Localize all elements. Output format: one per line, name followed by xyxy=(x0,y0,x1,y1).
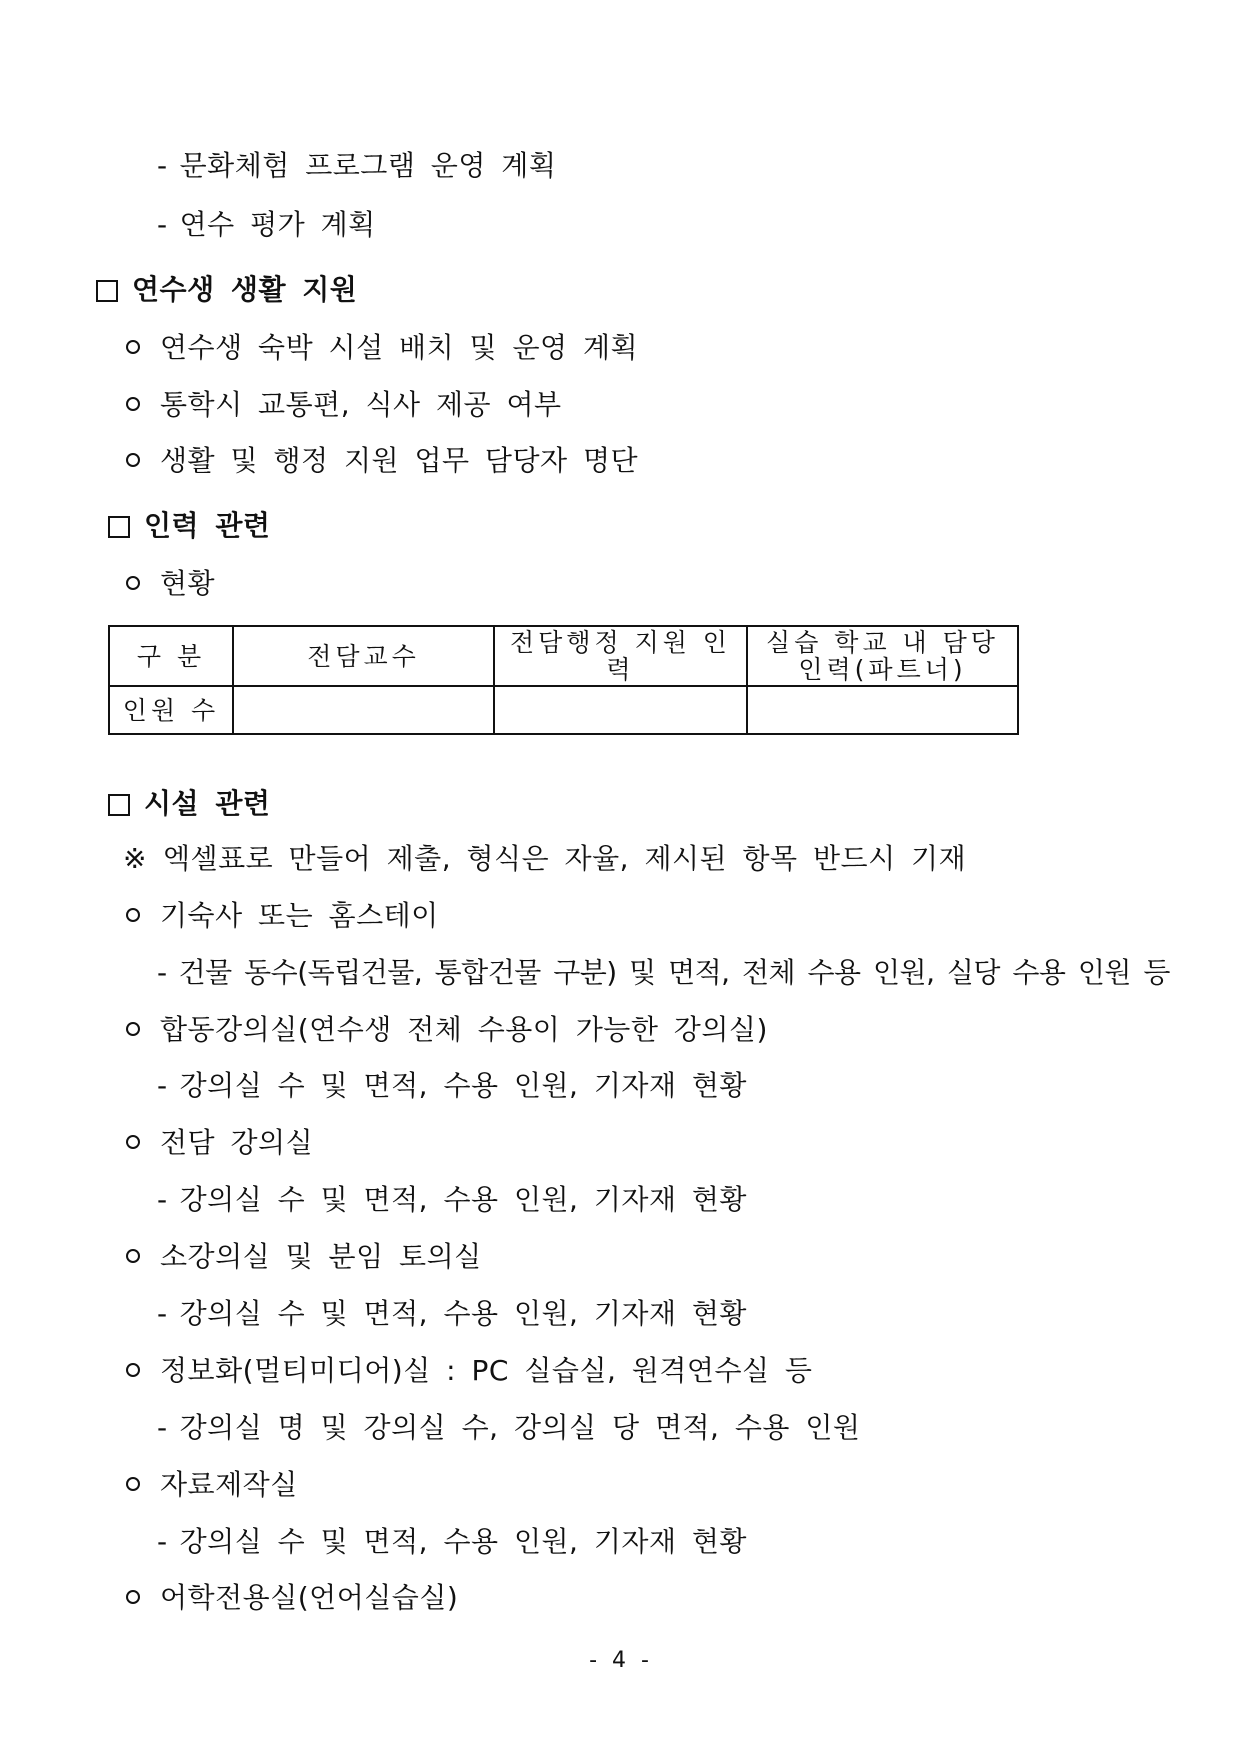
square-bullet-icon xyxy=(96,280,118,302)
list-item xyxy=(126,1467,298,1503)
dash-marker: - xyxy=(157,956,167,989)
note-text: 엑셀표로 만들어 제출, 형식은 자율, 제시된 항목 반드시 기재 xyxy=(162,842,967,875)
item-text: 어학전용실(언어실습실) xyxy=(160,1581,459,1614)
list-item xyxy=(157,1410,860,1446)
section-heading xyxy=(108,786,270,822)
item-text: 강의실 수 및 면적, 수용 인원, 기자재 현황 xyxy=(179,1525,747,1558)
list-item xyxy=(126,330,638,366)
note-item xyxy=(123,841,966,877)
list-item xyxy=(157,1182,747,1218)
list-item xyxy=(157,207,376,243)
dash-marker: - xyxy=(157,1297,168,1330)
item-text: 문화체험 프로그램 운영 계획 xyxy=(179,149,557,182)
item-text: 건물 동수(독립건물, 통합건물 구분) 및 면적, 전체 수용 인원, 실당 수용 인원 등 xyxy=(178,956,1170,989)
table-cell xyxy=(233,686,494,734)
section-title: 인력 관련 xyxy=(144,509,271,542)
dash-marker: - xyxy=(157,1525,168,1558)
circle-bullet-icon xyxy=(126,397,140,411)
list-item xyxy=(126,1353,813,1389)
page-number: - 4 - xyxy=(589,1648,653,1673)
table-header-cell: 실습 학교 내 담당 인력(파트너) xyxy=(747,626,1018,686)
item-text: 소강의실 및 분임 토의실 xyxy=(160,1240,482,1273)
item-text: 생활 및 행정 지원 업무 담당자 명단 xyxy=(160,444,639,477)
item-text: 전담 강의실 xyxy=(160,1126,314,1159)
item-text: 강의실 수 및 면적, 수용 인원, 기자재 현황 xyxy=(179,1297,747,1330)
list-item xyxy=(157,1296,747,1332)
dash-marker: - xyxy=(157,149,168,182)
section-title: 시설 관련 xyxy=(144,787,271,820)
table-cell xyxy=(747,686,1018,734)
item-text: 연수 평가 계획 xyxy=(179,208,376,241)
list-item xyxy=(126,1239,482,1275)
list-item xyxy=(157,148,556,184)
table-row-label: 인원 수 xyxy=(109,686,233,734)
section-heading xyxy=(96,272,357,308)
circle-bullet-icon xyxy=(126,1022,140,1036)
dash-marker: - xyxy=(157,1183,168,1216)
list-item xyxy=(126,387,562,423)
table-header-cell: 전담행정 지원 인력 xyxy=(494,626,747,686)
square-bullet-icon xyxy=(108,794,130,816)
list-item xyxy=(126,1580,458,1616)
list-item xyxy=(126,443,638,479)
table-cell xyxy=(494,686,747,734)
item-text: 통학시 교통편, 식사 제공 여부 xyxy=(160,388,562,421)
circle-bullet-icon xyxy=(126,1249,140,1263)
dash-marker: - xyxy=(157,208,168,241)
staff-status-table xyxy=(108,625,1019,735)
list-item xyxy=(157,1068,747,1104)
item-text: 강의실 수 및 면적, 수용 인원, 기자재 현황 xyxy=(179,1183,747,1216)
section-title: 연수생 생활 지원 xyxy=(132,273,358,306)
item-text: 현황 xyxy=(160,567,216,600)
circle-bullet-icon xyxy=(126,340,140,354)
item-text: 강의실 명 및 강의실 수, 강의실 당 면적, 수용 인원 xyxy=(179,1411,861,1444)
dash-marker: - xyxy=(157,1411,168,1444)
table-header-cell: 구 분 xyxy=(109,626,233,686)
list-item xyxy=(126,1125,313,1161)
item-text: 자료제작실 xyxy=(160,1468,298,1501)
list-item xyxy=(126,898,439,934)
section-heading xyxy=(108,508,270,544)
square-bullet-icon xyxy=(108,516,130,538)
list-item xyxy=(157,1524,747,1560)
list-item xyxy=(157,955,1170,991)
item-text: 기숙사 또는 홈스테이 xyxy=(160,899,439,932)
circle-bullet-icon xyxy=(126,908,140,922)
list-item xyxy=(126,1012,768,1048)
circle-bullet-icon xyxy=(126,453,140,467)
dash-marker: - xyxy=(157,1069,168,1102)
circle-bullet-icon xyxy=(126,1477,140,1491)
circle-bullet-icon xyxy=(126,1590,140,1604)
item-text: 합동강의실(연수생 전체 수용이 가능한 강의실) xyxy=(160,1013,768,1046)
item-text: 정보화(멀티미디어)실 : PC 실습실, 원격연수실 등 xyxy=(160,1354,813,1387)
item-text: 연수생 숙박 시설 배치 및 운영 계획 xyxy=(160,331,639,364)
circle-bullet-icon xyxy=(126,1135,140,1149)
list-item xyxy=(126,566,215,602)
circle-bullet-icon xyxy=(126,576,140,590)
table-header-row xyxy=(109,626,1018,686)
circle-bullet-icon xyxy=(126,1363,140,1377)
table-header-cell: 전담교수 xyxy=(233,626,494,686)
table-row xyxy=(109,686,1018,734)
reference-mark-icon: ※ xyxy=(123,842,147,875)
item-text: 강의실 수 및 면적, 수용 인원, 기자재 현황 xyxy=(179,1069,747,1102)
